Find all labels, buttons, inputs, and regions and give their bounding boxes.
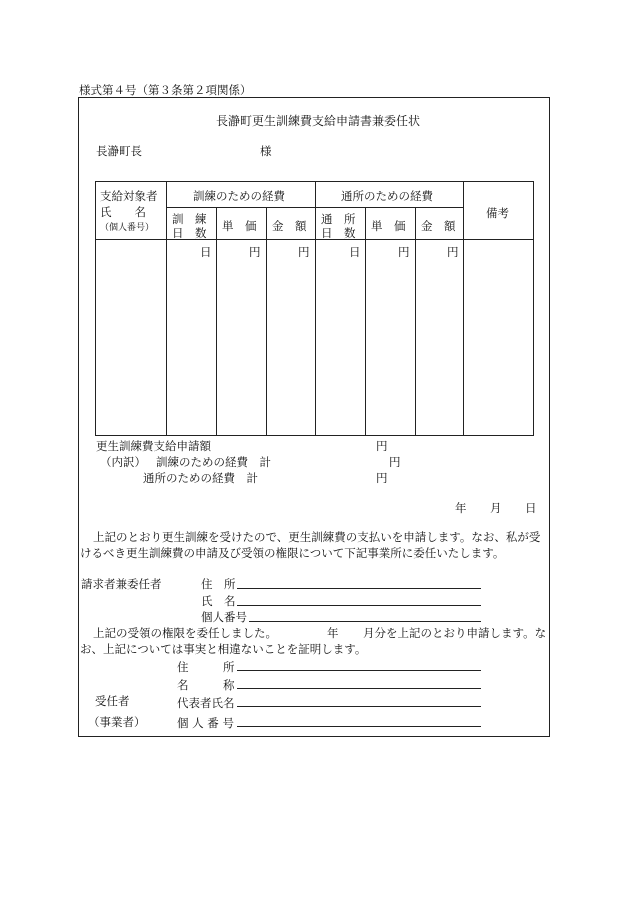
unit-day-training: 日 — [200, 245, 212, 259]
paragraph1-line1: 上記のとおり更生訓練を受けたので、更生訓練費の支払いを申請します。なお、私が受 — [93, 530, 541, 544]
commute-days-header-2: 日 数 — [321, 226, 356, 240]
unit-yen-training-price: 円 — [249, 245, 261, 259]
total-yen: 円 — [376, 439, 388, 453]
agent-id-line[interactable] — [237, 726, 481, 727]
agent-id-label: 個 人 番 号 — [177, 716, 234, 730]
date-year: 年 — [455, 501, 467, 515]
commute-cost-yen: 円 — [376, 471, 388, 485]
unit-yen-commute-amount: 円 — [447, 245, 459, 259]
group-commute: 通所のための経費 — [341, 189, 433, 203]
applicant-name-line[interactable] — [237, 605, 481, 606]
agent-sub-label: （事業者） — [88, 715, 146, 729]
agent-rep-line[interactable] — [237, 706, 481, 707]
paragraph2-line1a: 上記の受領の権限を委任しました。 — [93, 626, 277, 640]
total-label: 更生訓練費支給申請額 — [96, 439, 211, 453]
agent-address-line[interactable] — [237, 670, 481, 671]
date-month: 月 — [490, 501, 502, 515]
paragraph1-line2: けるべき更生訓練費の申請及び受領の権限について下記事業所に委任いたします。 — [80, 546, 505, 560]
training-unit-price-header: 単 価 — [222, 219, 257, 233]
col-id: （個人番号） — [100, 223, 155, 233]
form-number: 様式第４号（第３条第２項関係） — [79, 83, 252, 97]
training-cost-label: 訓練のための経費 計 — [156, 455, 271, 469]
applicant-address-line[interactable] — [237, 588, 481, 589]
training-amount-header: 金 額 — [272, 219, 307, 233]
col-remarks: 備考 — [486, 206, 509, 220]
paragraph2-line1b: 月分を上記のとおり申請します。な — [363, 626, 547, 640]
commute-unit-price-header: 単 価 — [371, 219, 406, 233]
paragraph2-year: 年 — [327, 626, 339, 640]
breakdown-label: （内訳） — [100, 455, 146, 469]
applicant-name-label: 氏 名 — [201, 594, 236, 608]
group-training: 訓練のための経費 — [193, 189, 285, 203]
addressee: 長瀞町長 — [96, 144, 142, 158]
col-name: 氏 名 — [100, 205, 146, 219]
paragraph2-line2: お、上記については事実と相違ないことを証明します。 — [80, 642, 367, 656]
unit-yen-training-amount: 円 — [298, 245, 310, 259]
commute-cost-label: 通所のための経費 計 — [143, 471, 258, 485]
training-days-header-1: 訓 練 — [172, 212, 207, 226]
training-cost-yen: 円 — [389, 455, 401, 469]
training-days-header-2: 日 数 — [172, 226, 207, 240]
commute-amount-header: 金 額 — [421, 219, 456, 233]
applicant-id-label: 個人番号 — [201, 610, 247, 624]
unit-day-commute: 日 — [349, 245, 361, 259]
agent-address-label: 住 所 — [177, 660, 235, 674]
agent-name-label: 名 称 — [177, 678, 235, 692]
col-applicant: 支給対象者 — [100, 189, 158, 203]
agent-rep-label: 代表者氏名 — [177, 696, 235, 710]
agent-label: 受任者 — [95, 694, 130, 708]
applicant-label: 請求者兼委任者 — [81, 577, 162, 591]
applicant-address-label: 住 所 — [201, 577, 236, 591]
unit-yen-commute-price: 円 — [398, 245, 410, 259]
commute-days-header-1: 通 所 — [321, 212, 356, 226]
date-day: 日 — [525, 501, 537, 515]
applicant-id-line[interactable] — [249, 621, 481, 622]
honorific: 様 — [260, 144, 272, 158]
form-title: 長瀞町更生訓練費支給申請書兼委任状 — [216, 114, 421, 128]
agent-name-line[interactable] — [237, 688, 481, 689]
